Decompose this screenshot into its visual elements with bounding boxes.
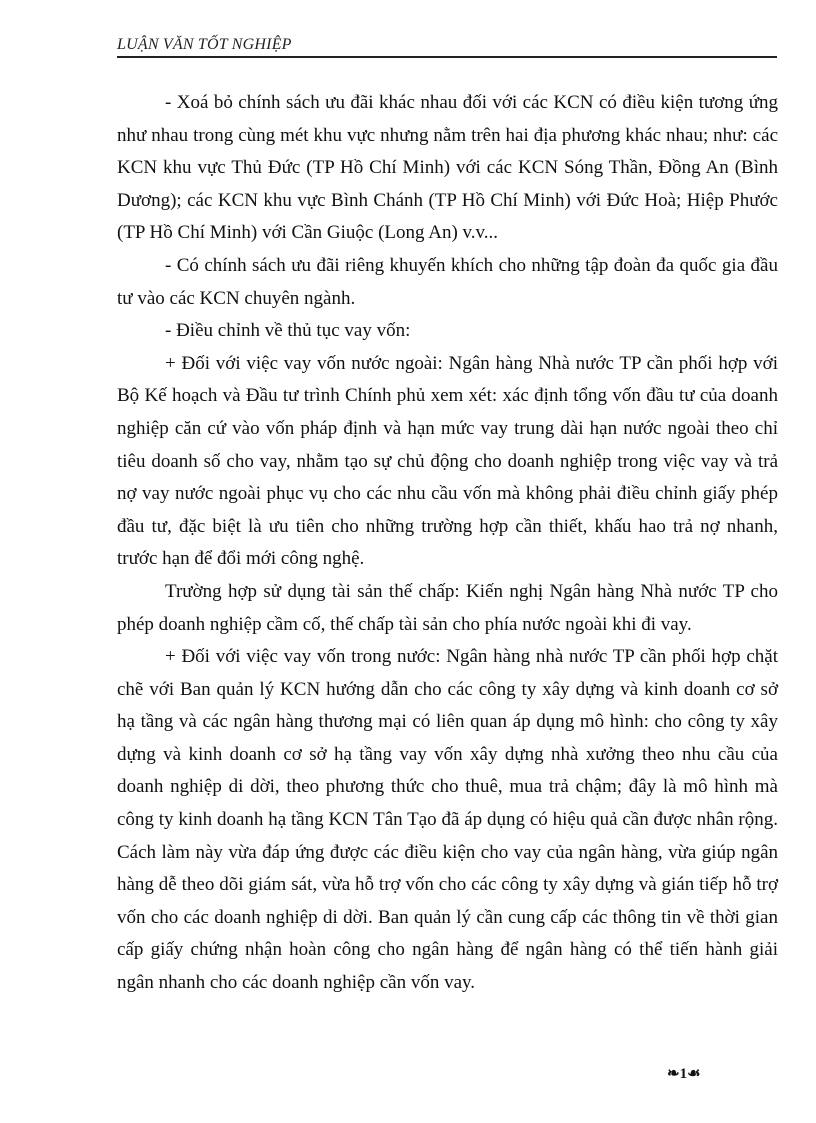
paragraph-6: + Đối với việc vay vốn trong nước: Ngân hàng nhà nước TP cần phối hợp chặt chẽ với Ban quản lý KCN hướng dẫn cho các công ty xây dựng và kinh doanh cơ sở hạ tầng và các ngân hàng thương mại có liên quan áp dụng mô hình: cho công ty xây dựng và kinh doanh cơ sở hạ tầng vay vốn xây dựng nhà xưởng theo nhu cầu của doanh nghiệp di dời, theo phương thức cho thuê, mua trả chậm; đây là mô hình mà công ty kinh doanh hạ tầng KCN Tân Tạo đã áp dụng có hiệu quả cần được nhân rộng. Cách làm này vừa đáp ứng được các điều kiện cho vay của ngân hàng, vừa giúp ngân hàng dễ theo dõi giám sát, vừa hỗ trợ vốn cho các công ty xây dựng và gián tiếp hỗ trợ vốn cho các doanh nghiệp di dời. Ban quản lý cần cung cấp các thông tin về thời gian cấp giấy chứng nhận hoàn công cho ngân hàng để ngân hàng có thể tiến hành giải ngân nhanh cho các doanh nghiệp cần vốn vay. [117, 646, 778, 994]
paragraph-2: - Có chính sách ưu đãi riêng khuyến khích cho những tập đoàn đa quốc gia đầu tư vào các KCN chuyên ngành. [117, 254, 778, 309]
page-number: 1 [679, 1066, 688, 1082]
running-header: LUẬN VĂN TỐT NGHIỆP [117, 36, 292, 53]
paragraph-1: - Xoá bỏ chính sách ưu đãi khác nhau đối với các KCN có điều kiện tương ứng như nhau trong cùng mét khu vực nhưng nằm trên hai địa phương khác nhau; như: các KCN khu vực Thủ Đức (TP Hồ Chí Minh) với các KCN Sóng Thần, Đồng An (Bình Dương); các KCN khu vực Bình Chánh (TP Hồ Chí Minh) với Đức Hoà; Hiệp Phước (TP Hồ Chí Minh) với Cần Giuộc (Long An) v.v... [117, 92, 778, 244]
paragraph-4: + Đối với việc vay vốn nước ngoài: Ngân hàng Nhà nước TP cần phối hợp với Bộ Kế hoạch và Đầu tư trình Chính phủ xem xét: xác định tổng vốn đầu tư của doanh nghiệp căn cứ vào vốn pháp định và hạn mức vay trung dài hạn nước ngoài theo chỉ tiêu doanh số cho vay, nhằm tạo sự chủ động cho doanh nghiệp trong việc vay và trả nợ vay nước ngoài phục vụ cho các nhu cầu vốn mà không phải điều chỉnh giấy phép đầu tư, đặc biệt là ưu tiên cho những trường hợp cần thiết, khấu hao trả nợ nhanh, trước hạn để đổi mới công nghệ. [117, 352, 778, 570]
paragraph-5: Trường hợp sử dụng tài sản thế chấp: Kiến nghị Ngân hàng Nhà nước TP cho phép doanh nghiệp cầm cố, thế chấp tài sản cho phía nước ngoài khi đi vay. [117, 580, 778, 635]
paragraph-3: - Điều chỉnh về thủ tục vay vốn: [165, 320, 411, 342]
ornament-right-icon: ☙ [687, 1066, 701, 1082]
page-footer [667, 1064, 701, 1083]
body-text [117, 87, 778, 1000]
ornament-left-icon: ❧ [667, 1066, 680, 1082]
header-rule [117, 56, 777, 58]
